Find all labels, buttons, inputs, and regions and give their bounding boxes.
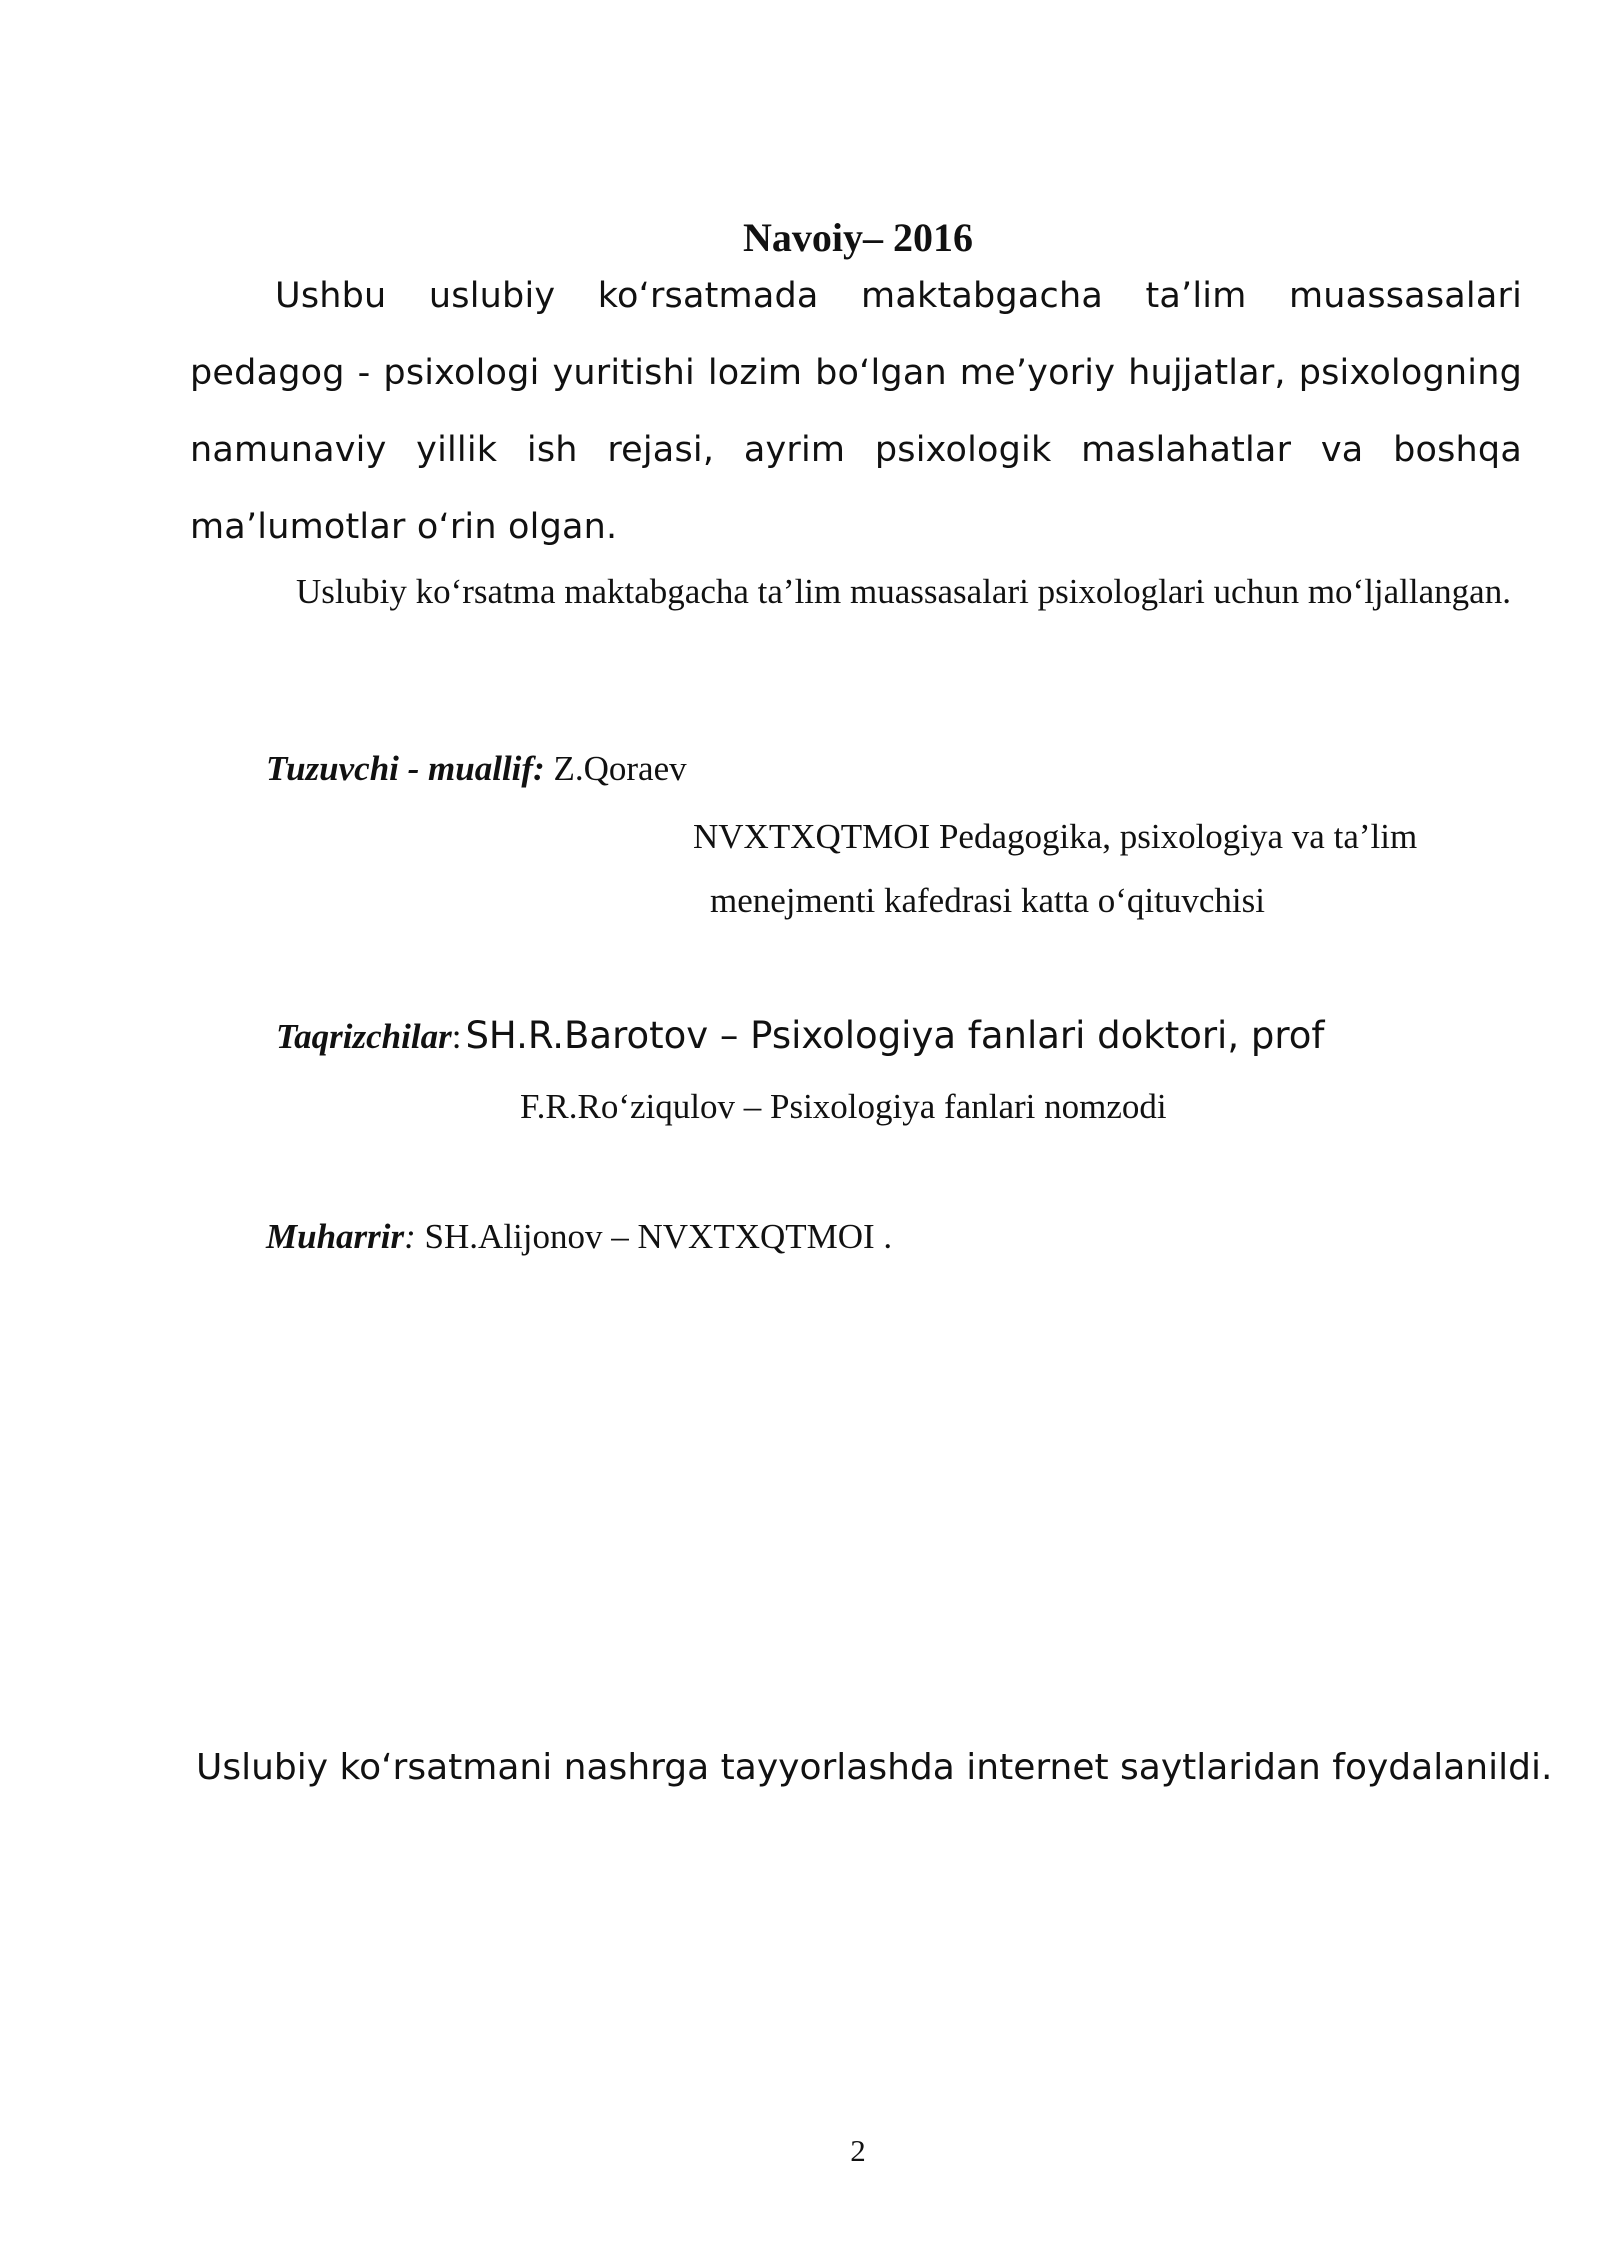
publication-place-year: Navoiy– 2016 [743, 215, 973, 260]
sources-note: Uslubiy koʻrsatmani nashrga tayyorlashda internet saytlaridan foydalanildi. [196, 1747, 1553, 1788]
audience-paragraph: Uslubiy koʻrsatma maktabgacha ta’lim muassasalari psixologlari uchun moʻljallangan. [296, 572, 1511, 611]
reviewer-2: F.R.Roʻziqulov – Psixologiya fanlari nomzodi [520, 1087, 1167, 1126]
editor-colon: : [404, 1217, 416, 1256]
author-name: Z.Qoraev [553, 749, 687, 788]
page-number: 2 [850, 2133, 866, 2168]
reviewers-line [276, 1008, 1324, 1072]
author-affiliation-line-2: menejmenti kafedrasi katta oʻqituvchisi [710, 881, 1265, 920]
author-line [266, 744, 687, 794]
reviewer-1: SH.R.Barotov – Psixologiya fanlari doktori, prof [465, 1014, 1325, 1057]
author-affiliation-line-1: NVXTXQTMOI Pedagogika, psixologiya va ta’lim [693, 817, 1418, 856]
editor-value: SH.Alijonov – NVXTXQTMOI . [424, 1217, 893, 1256]
editor-line [266, 1212, 892, 1262]
author-label: Tuzuvchi - muallif: [266, 749, 545, 788]
reviewers-colon: : [451, 1017, 462, 1056]
reviewers-label: Taqrizchilar [276, 1017, 452, 1056]
editor-label: Muharrir [266, 1217, 405, 1256]
abstract-paragraph: Ushbu uslubiy koʻrsatmada maktabgacha taʼlim muassasalari pedagog - psixologi yuritishi lozim boʻlgan meʼyoriy hujjatlar, psixologning namunaviy yillik ish rejasi, ayrim psixologik maslahatlar va boshqa maʼlumotlar oʻrin olgan. [190, 276, 1522, 547]
